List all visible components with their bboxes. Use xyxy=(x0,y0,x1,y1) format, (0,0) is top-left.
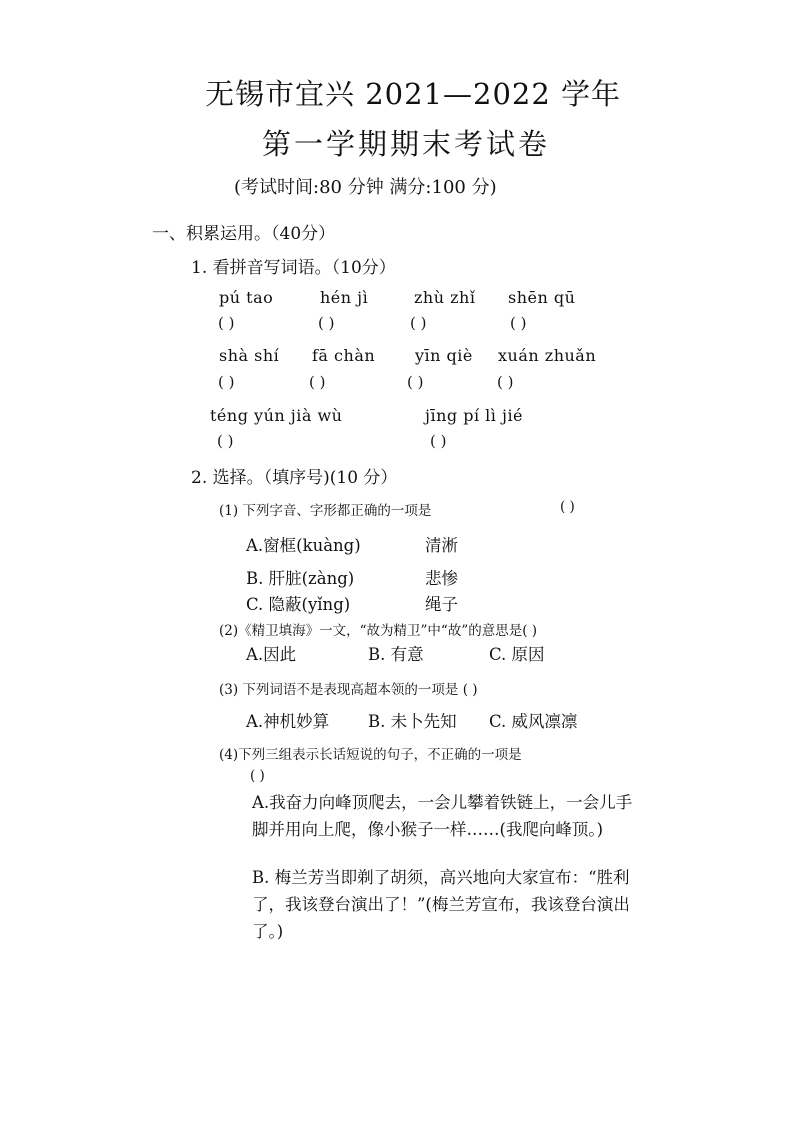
option: B. 未卜先知 xyxy=(368,712,457,731)
question-2-title: 2. 选择。（填序号)(10 分） xyxy=(191,468,398,488)
sub-question-4: (4)下列三组表示长话短说的句子，不正确的一项是 xyxy=(219,747,522,763)
option-label: C. 隐蔽(yǐng) xyxy=(246,595,351,614)
sub-question-3: (3) 下列词语不是表现高超本领的一项是 ( ) xyxy=(219,682,478,698)
option-b-paragraph xyxy=(252,864,647,945)
pinyin: shà shí xyxy=(219,346,280,365)
option-word: 绳子 xyxy=(425,595,458,614)
answer-blank[interactable]: ( ) xyxy=(309,373,326,391)
option-label: B. 肝脏(zàng) xyxy=(246,569,355,588)
option-b-text: B. 梅兰芳当即剃了胡须，高兴地向大家宣布：“胜利了，我该登台演出了！”(梅兰芳宣布，我该登台演出了。) xyxy=(252,868,630,941)
option: B. 有意 xyxy=(368,645,424,664)
pinyin: fā chàn xyxy=(312,346,376,365)
option: A.因此 xyxy=(246,645,297,664)
option: C. 威风凛凛 xyxy=(489,712,578,731)
answer-blank[interactable]: ( ) xyxy=(410,314,427,332)
answer-blank[interactable]: ( ) xyxy=(217,432,234,450)
option-label: A.窗框(kuàng) xyxy=(246,536,361,555)
question-1-title: 1. 看拼音写词语。（10分） xyxy=(191,258,396,278)
exam-info: (考试时间:80 分钟 满分:100 分) xyxy=(234,177,497,198)
answer-blank[interactable]: ( ) xyxy=(560,499,575,515)
sub-question-1: (1) 下列字音、字形都正确的一项是 xyxy=(219,503,432,519)
pinyin: pú tao xyxy=(219,288,274,307)
exam-title: 无锡市宜兴 2021—2022 学年 xyxy=(205,77,622,111)
option-word: 悲惨 xyxy=(425,569,458,588)
pinyin: xuán zhuǎn xyxy=(498,346,597,365)
answer-blank[interactable]: ( ) xyxy=(430,432,447,450)
option-a-text: A.我奋力向峰顶爬去，一会儿攀着铁链上，一会儿手脚并用向上爬，像小猴子一样……(我爬向峰顶。) xyxy=(252,793,633,839)
option-word: 清淅 xyxy=(425,536,458,555)
section-heading: 一、积累运用。（40分） xyxy=(152,224,336,244)
pinyin: hén jì xyxy=(320,288,369,307)
option: C. 原因 xyxy=(489,645,545,664)
answer-blank[interactable]: ( ) xyxy=(510,314,527,332)
answer-blank[interactable]: ( ) xyxy=(497,373,514,391)
pinyin: jīng pí lì jié xyxy=(425,406,524,425)
answer-blank[interactable]: ( ) xyxy=(407,373,424,391)
answer-blank[interactable]: ( ) xyxy=(250,768,265,784)
option-a-paragraph xyxy=(252,789,647,843)
answer-blank[interactable]: ( ) xyxy=(318,314,335,332)
pinyin: shēn qū xyxy=(508,288,576,307)
answer-blank[interactable]: ( ) xyxy=(218,314,235,332)
pinyin: yīn qiè xyxy=(415,346,473,365)
sub-question-2: (2)《精卫填海》一文，“故为精卫”中“故”的意思是( ) xyxy=(219,623,538,639)
answer-blank[interactable]: ( ) xyxy=(218,373,235,391)
option: A.神机妙算 xyxy=(246,712,330,731)
pinyin: zhù zhǐ xyxy=(414,288,476,307)
pinyin: téng yún jià wù xyxy=(210,406,343,425)
exam-subtitle: 第一学期期末考试卷 xyxy=(262,127,551,161)
